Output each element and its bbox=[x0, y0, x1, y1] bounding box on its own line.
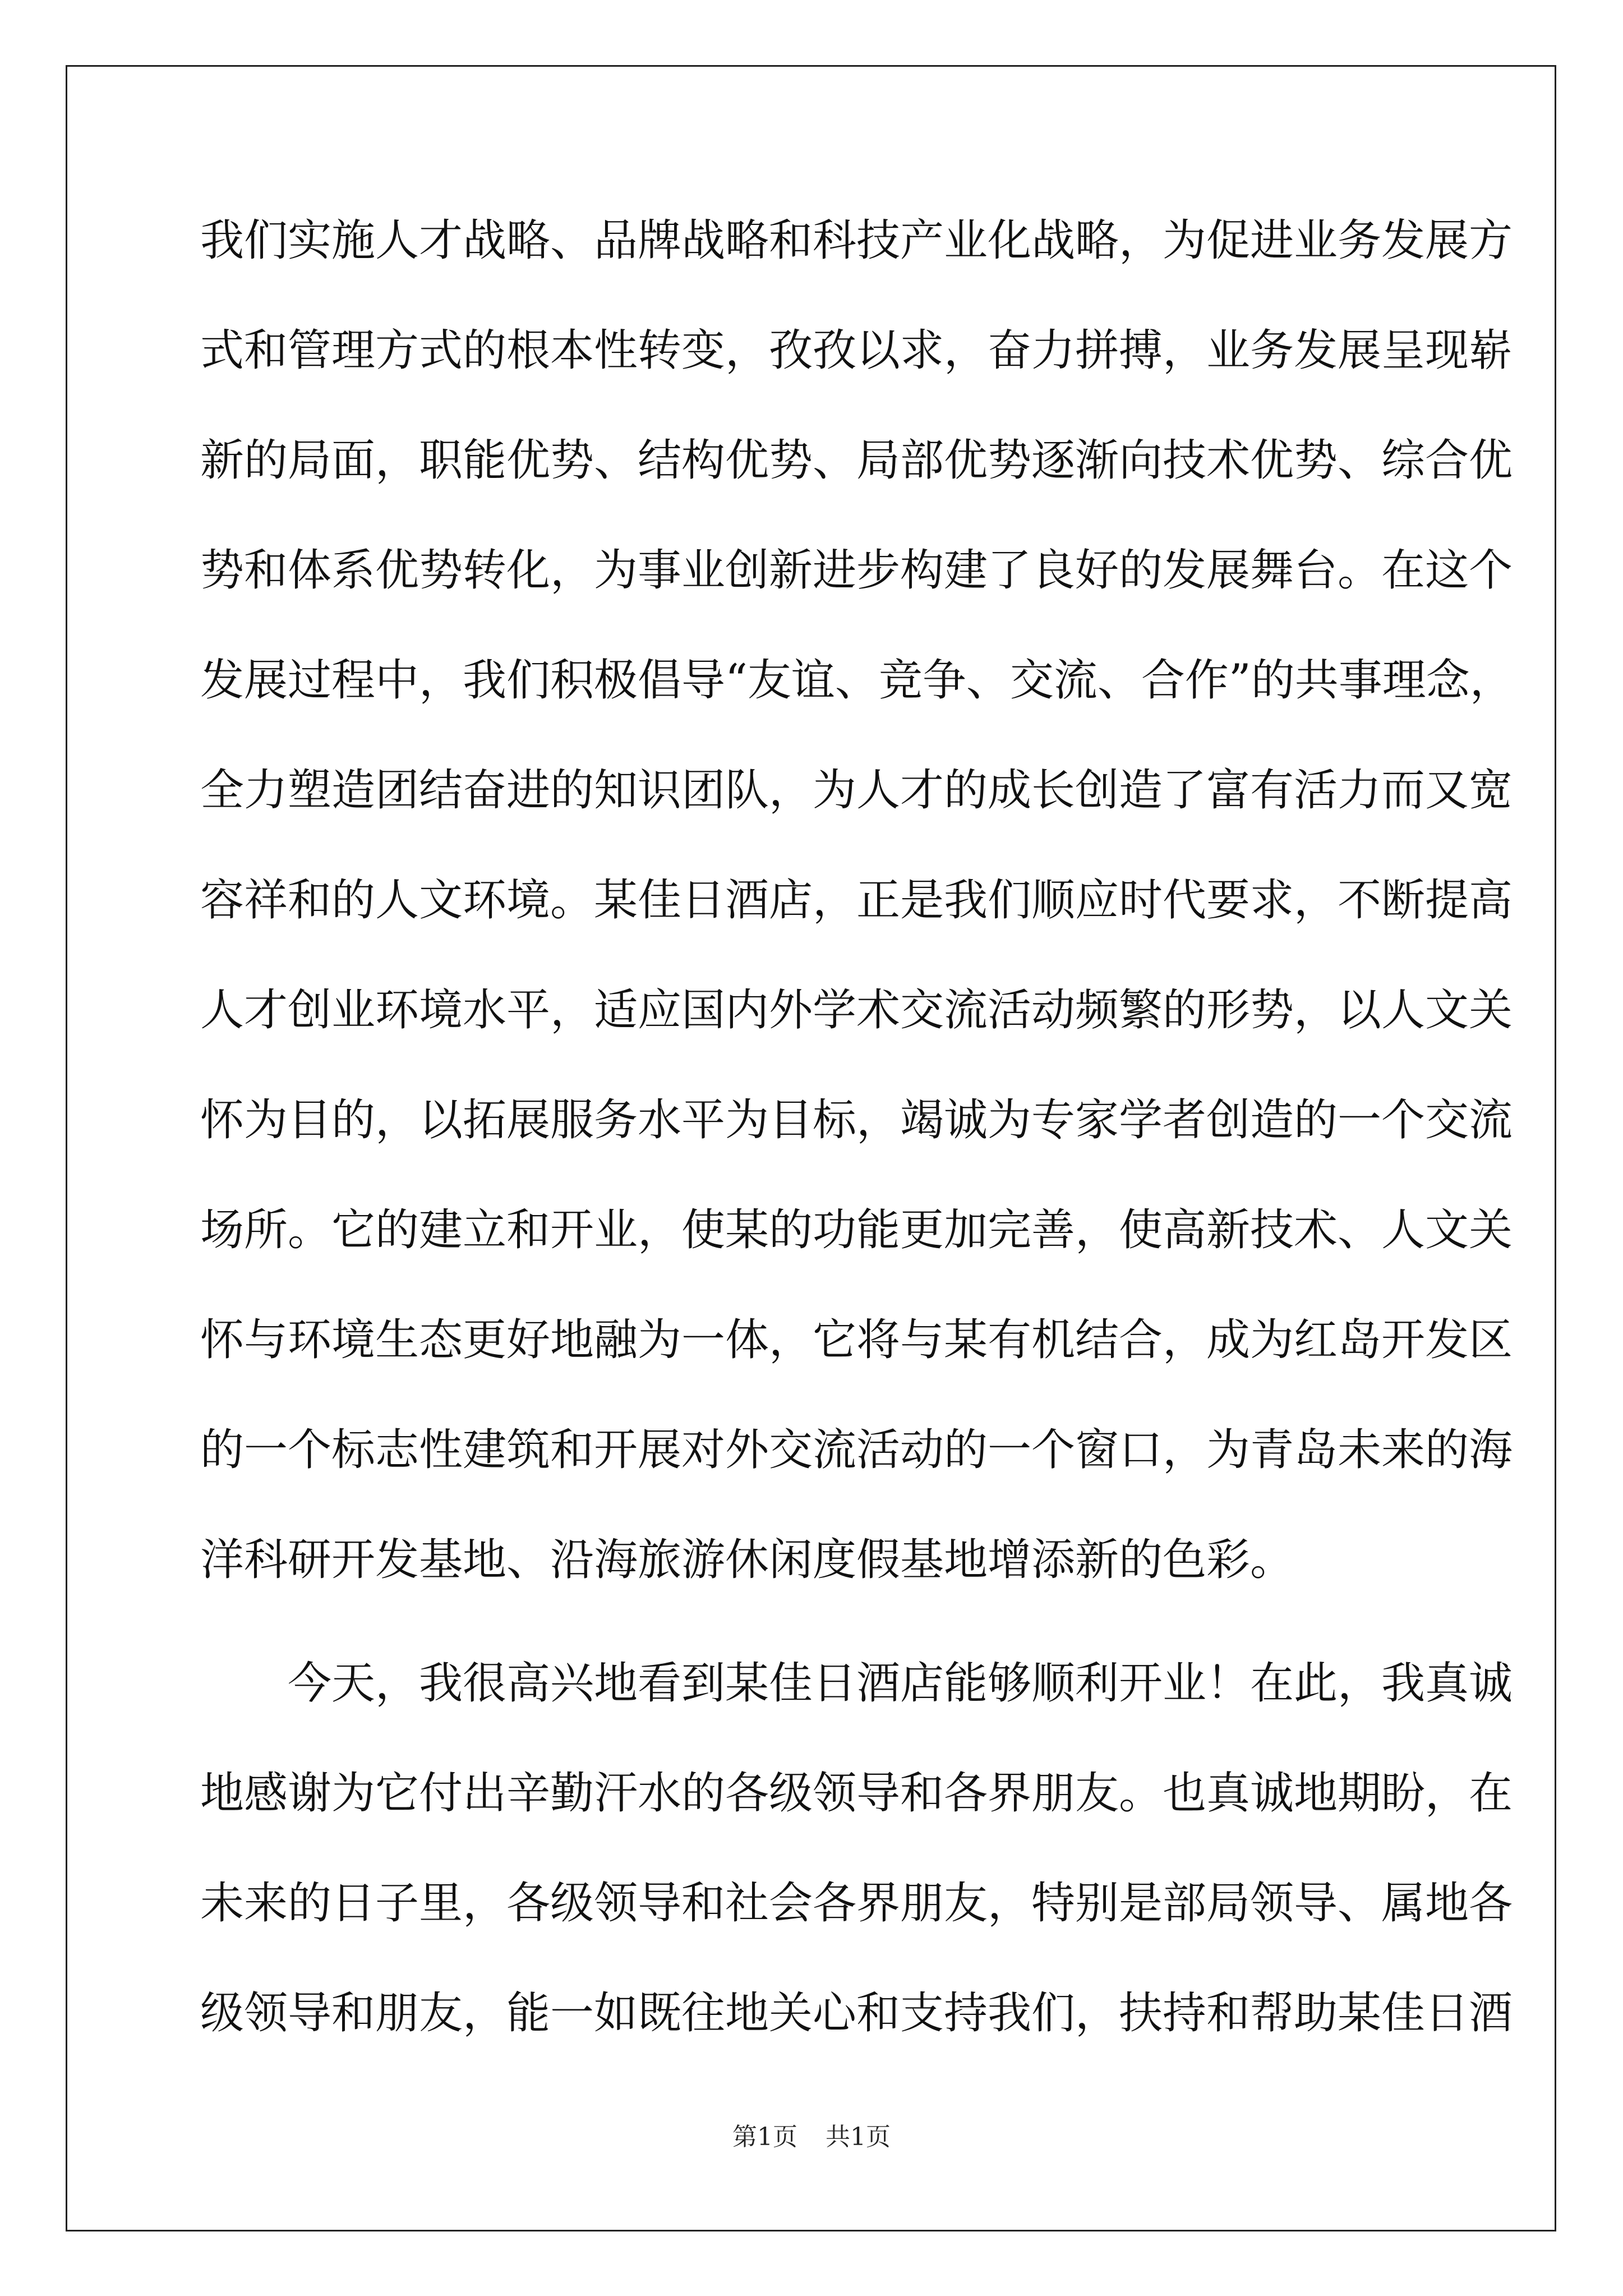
text-line: 未来的日子里，各级领导和社会各界朋友，特别是部局领导、属地各 bbox=[200, 1878, 1513, 1929]
text-line: 势和体系优势转化，为事业创新进步构建了良好的发展舞台。在这个 bbox=[200, 545, 1513, 596]
text-line: 怀与环境生态更好地融为一体，它将与某有机结合，成为红岛开发区 bbox=[200, 1315, 1513, 1365]
document-body bbox=[200, 213, 1514, 2041]
text-line: 怀为目的，以拓展服务水平为目标，竭诚为专家学者创造的一个交流 bbox=[200, 1095, 1513, 1145]
page-footer bbox=[0, 2122, 1623, 2153]
text-line: 新的局面，职能优势、结构优势、局部优势逐渐向技术优势、综合优 bbox=[200, 435, 1513, 486]
text-line: 的一个标志性建筑和开展对外交流活动的一个窗口，为青岛未来的海 bbox=[200, 1425, 1513, 1475]
text-line: 容祥和的人文环境。某佳日酒店，正是我们顺应时代要求，不断提高 bbox=[200, 875, 1513, 926]
text-line: 我们实施人才战略、品牌战略和科技产业化战略，为促进业务发展方 bbox=[200, 215, 1513, 266]
page-number: 第1页 bbox=[732, 2123, 797, 2151]
text-line: 人才创业环境水平，适应国内外学术交流活动频繁的形势，以人文关 bbox=[200, 985, 1513, 1036]
text-line: 式和管理方式的根本性转变，孜孜以求，奋力拼搏，业务发展呈现崭 bbox=[200, 325, 1513, 376]
text-line: 今天，我很高兴地看到某佳日酒店能够顺利开业！在此，我真诚 bbox=[200, 1658, 1513, 1709]
text-line: 全力塑造团结奋进的知识团队，为人才的成长创造了富有活力而又宽 bbox=[200, 765, 1513, 816]
text-line: 地感谢为它付出辛勤汗水的各级领导和各界朋友。也真诚地期盼，在 bbox=[200, 1768, 1513, 1819]
text-line: 场所。它的建立和开业，使某的功能更加完善，使高新技术、人文关 bbox=[200, 1205, 1513, 1255]
text-line: 洋科研开发基地、沿海旅游休闲度假基地增添新的色彩。 bbox=[200, 1535, 1294, 1585]
text-line: 级领导和朋友，能一如既往地关心和支持我们，扶持和帮助某佳日酒 bbox=[200, 1988, 1513, 2039]
page-total: 共1页 bbox=[826, 2123, 891, 2151]
text-line: 发展过程中，我们积极倡导“友谊、竞争、交流、合作”的共事理念， bbox=[200, 655, 1514, 706]
